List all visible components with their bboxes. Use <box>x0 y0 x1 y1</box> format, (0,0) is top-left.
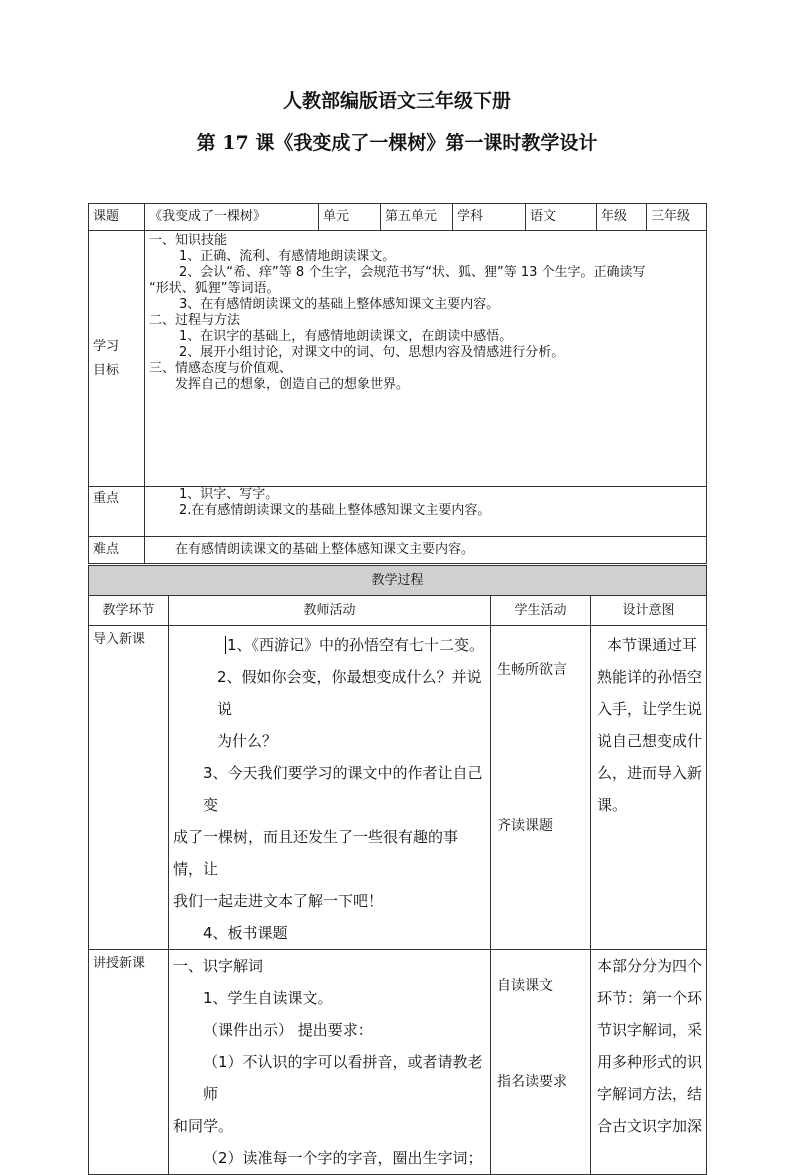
objective-line: 三、情感态度与价值观、 <box>149 361 293 376</box>
header-intent: 设计意图 <box>591 596 707 626</box>
objective-line: 3、在有感情朗读课文的基础上整体感知课文主要内容。 <box>179 297 500 312</box>
intro-row <box>89 626 707 950</box>
lesson-info-table <box>88 203 707 564</box>
process-title-row <box>89 566 707 596</box>
cell-grade-label: 年级 <box>597 204 647 231</box>
student-line: 指名读要求 <box>497 1074 567 1090</box>
teacher-line: 2、假如你会变，你最想变成什么？并说说 <box>217 668 482 718</box>
intro-student <box>491 626 591 950</box>
intro-intent <box>591 626 707 950</box>
key-point-line: 2.在有感情朗读课文的基础上整体感知课文主要内容。 <box>179 503 491 518</box>
teacher-line: （1）不认识的字可以看拼音，或者请教老师 <box>203 1053 483 1103</box>
intent-line: 节识字解词，采 <box>597 1021 703 1039</box>
intent-line: 说自己想变成什 <box>597 732 703 750</box>
key-points-row <box>89 487 707 537</box>
header-teacher: 教师活动 <box>169 596 491 626</box>
intent-line: 入手，让学生说 <box>597 700 703 718</box>
intent-line: 课。 <box>597 796 628 814</box>
difficulty-label: 难点 <box>89 537 145 564</box>
teacher-line: 我们一起走进文本了解一下吧！ <box>173 892 384 910</box>
teach-student <box>491 950 591 1175</box>
intent-line: 熟能详的孙悟空 <box>597 668 703 686</box>
teach-intent <box>591 950 707 1175</box>
header-student: 学生活动 <box>491 596 591 626</box>
intent-line: 本节课通过耳 <box>607 636 698 654</box>
teacher-line: 和同学。 <box>173 1117 234 1135</box>
intent-line: 字解词方法，结 <box>597 1085 703 1103</box>
difficulty-content: 在有感情朗读课文的基础上整体感知课文主要内容。 <box>145 537 707 564</box>
intent-line: 本部分分为四个 <box>597 957 703 975</box>
teacher-line: 4、板书课题 <box>203 924 288 942</box>
student-line: 自读课文 <box>497 978 553 994</box>
objective-line: 1、正确、流利、有感情地朗读课文。 <box>179 249 396 264</box>
teacher-line: 1、《西游记》中的孙悟空有七十二变。 <box>227 636 485 654</box>
teacher-line: （2）读准每一个字的字音，圈出生字词； <box>203 1149 483 1167</box>
key-point-line: 1、识字、写字。 <box>179 487 279 502</box>
student-line: 生畅所欲言 <box>497 662 567 678</box>
teacher-line: 3、今天我们要学习的课文中的作者让自己变 <box>203 764 483 814</box>
objectives-row <box>89 231 707 487</box>
teacher-line: 为什么？ <box>217 732 278 750</box>
cell-grade-value: 三年级 <box>647 204 707 231</box>
objectives-content <box>145 231 707 487</box>
objectives-label: 学习 目标 <box>89 231 145 487</box>
teaching-process-table <box>88 565 707 1175</box>
cell-subject-label: 学科 <box>453 204 526 231</box>
intent-line: 用多种形式的识 <box>597 1053 703 1071</box>
page-title: 人教部编版语文三年级下册 <box>282 90 511 112</box>
cell-lesson-label: 课题 <box>89 204 145 231</box>
intent-line: 么，进而导入新 <box>597 764 703 782</box>
cell-subject-value: 语文 <box>526 204 597 231</box>
objective-line: “形状、狐狸”等词语。 <box>149 281 280 296</box>
cell-unit-value: 第五单元 <box>381 204 453 231</box>
lesson-info-row <box>89 204 707 231</box>
process-header-row <box>89 596 707 626</box>
difficulty-row <box>89 537 707 564</box>
process-title: 教学过程 <box>89 566 707 596</box>
intent-line: 合古文识字加深 <box>597 1117 703 1135</box>
cell-unit-label: 单元 <box>319 204 381 231</box>
teacher-line: 成了一棵树，而且还发生了一些很有趣的事情，让 <box>173 828 459 878</box>
intro-stage: 导入新课 <box>89 626 169 950</box>
cell-lesson-title: 《我变成了一棵树》 <box>145 204 319 231</box>
teach-row <box>89 950 707 1175</box>
key-points-label: 重点 <box>89 487 145 537</box>
objective-line: 2、展开小组讨论，对课文中的词、句、思想内容及情感进行分析。 <box>179 345 565 360</box>
intent-line: 环节：第一个环 <box>597 989 703 1007</box>
teacher-line: 1、学生自读课文。 <box>203 989 333 1007</box>
student-line: 齐读课题 <box>497 818 553 834</box>
objective-line: 一、知识技能 <box>149 233 228 248</box>
objective-line: 发挥自己的想象，创造自己的想象世界。 <box>175 377 410 392</box>
key-points-content <box>145 487 707 537</box>
objective-line: 1、在识字的基础上，有感情地朗读课文，在朗读中感悟。 <box>179 329 513 344</box>
intro-teacher <box>169 626 491 950</box>
objective-line: 2、会认“希、痒”等 8 个生字，会规范书写“状、狐、狸”等 13 个生字。正确读写 <box>179 265 646 280</box>
teach-teacher <box>169 950 491 1175</box>
teacher-line: 一、识字解词 <box>173 957 264 975</box>
page-subtitle: 第 17 课《我变成了一棵树》第一课时教学设计 <box>196 132 598 154</box>
teach-stage: 讲授新课 <box>89 950 169 1175</box>
teacher-line: （课件出示） 提出要求： <box>203 1021 373 1039</box>
objective-line: 二、过程与方法 <box>149 313 241 328</box>
header-stage: 教学环节 <box>89 596 169 626</box>
